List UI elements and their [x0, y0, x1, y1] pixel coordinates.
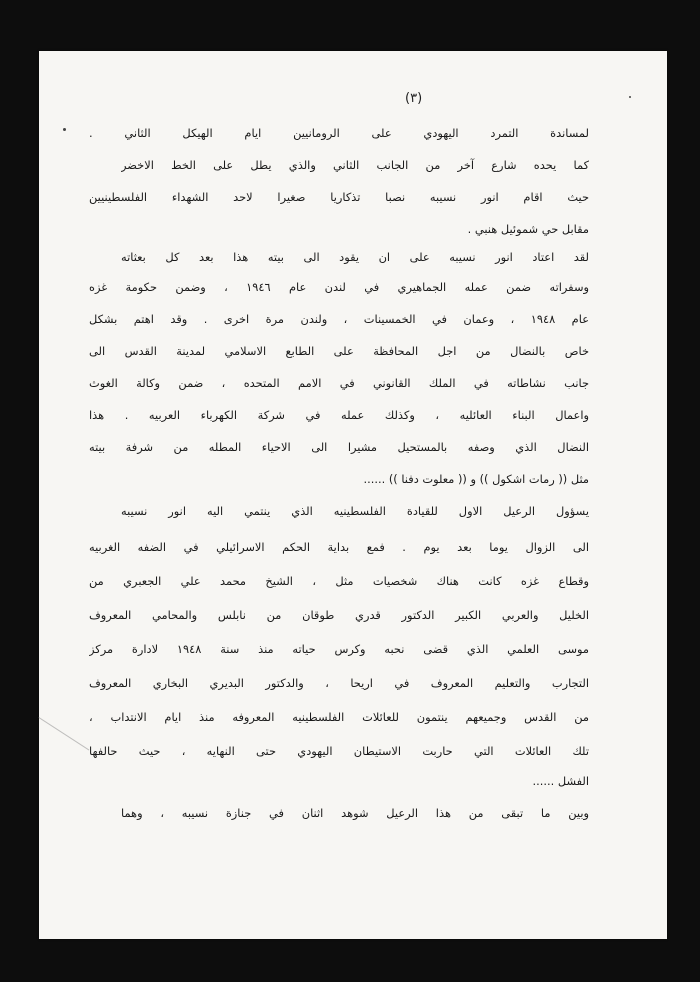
- text-line: عام ١٩٤٨ ، وعمان في الخمسينات ، ولندن مرة اخرى . وقد اهتم بشكل: [89, 312, 589, 326]
- text-line: وبين ما تبقى من هذا الرعيل شوهد اثنان في جنازة نسيبه ، وهما: [121, 806, 589, 820]
- text-line: وقطاع غزه كانت هناك شخصيات مثل ، الشيخ محمد علي الجعبري من: [89, 574, 589, 588]
- text-line: مقابل حي شموئيل هنبي .: [467, 222, 589, 236]
- text-line: مثل (( رمات اشكول )) و (( معلوت دفنا )) ......: [363, 472, 589, 486]
- text-line: خاص بالنضال من اجل المحافظة على الطابع الاسلامي لمدينة القدس الى: [89, 344, 589, 358]
- text-line: النضال الذي وصفه بالمستحيل مشيرا الى الاحياء المطله من شرفة بيته: [89, 440, 589, 454]
- body-text: [39, 51, 667, 939]
- text-line: التجارب والتعليم المعروف في اريحا ، والدكتور البديري البخاري المعروف: [89, 676, 589, 690]
- text-line: حيث اقام انور نسيبه نصبا تذكاريا صغيرا لاحد الشهداء الفلسطينيين: [89, 190, 589, 204]
- document-page: [39, 51, 667, 939]
- text-line: تلك العائلات التي حاربت الاستيطان اليهودي حتى النهايه ، حيث حالفها: [89, 744, 589, 758]
- text-line: لقد اعتاد انور نسيبه على ان يقود الى بيته هذا بعد كل بعثاته: [121, 250, 589, 264]
- text-line: الفشل ......: [532, 774, 589, 788]
- text-line: لمساندة التمرد اليهودي على الرومانيين ايام الهيكل الثاني .: [89, 126, 589, 140]
- text-line: موسى العلمي الذي قضى نحبه وكرس حياته منذ سنة ١٩٤٨ لادارة مركز: [89, 642, 589, 656]
- text-line: الخليل والعربي الكبير الدكتور قدري طوقان من نابلس والمحامي المعروف: [89, 608, 589, 622]
- text-line: الى الزوال يوما بعد يوم . فمع بداية الحكم الاسرائيلي في الضفه الغربيه: [89, 540, 589, 554]
- text-line: جانب نشاطاته في الملك القانوني في الامم المتحده ، ضمن وكالة الغوث: [89, 376, 589, 390]
- text-line: من القدس وجميعهم ينتمون للعائلات الفلسطينيه المعروفه منذ ايام الانتداب ،: [89, 710, 589, 724]
- text-line: يسؤول الرعيل الاول للقيادة الفلسطينيه الذي ينتمي اليه انور نسيبه: [121, 504, 589, 518]
- page-number: (٣): [405, 91, 423, 106]
- text-line: كما يحده شارع آخر من الجانب الثاني والذي يطل على الخط الاخضر: [121, 158, 589, 172]
- text-line: وسفراته ضمن عمله الجماهيري في لندن عام ١٩٤٦ ، وضمن حكومة غزه: [89, 280, 589, 294]
- text-line: واعمال البناء العائليه ، وكذلك عمله في شركة الكهرباء العربيه . هذا: [89, 408, 589, 422]
